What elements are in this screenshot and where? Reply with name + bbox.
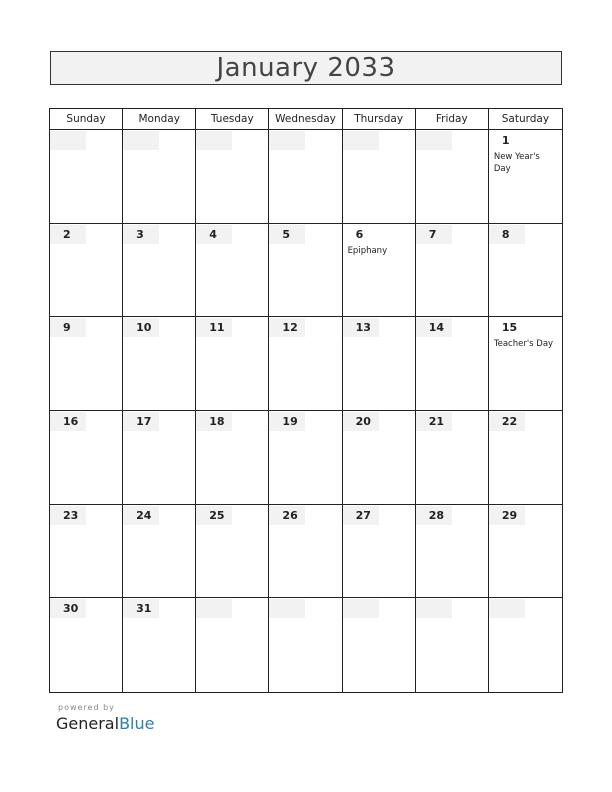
day-cell[interactable] [50,598,123,692]
date-number: 9 [50,318,86,337]
day-header-tuesday: Tuesday [196,109,269,130]
date-number: 25 [196,506,232,525]
day-cell[interactable] [416,224,489,318]
calendar-grid [49,108,563,693]
day-cell[interactable] [50,411,123,505]
date-number: 4 [196,225,232,244]
generalblue-logo[interactable] [56,714,154,733]
day-cell[interactable] [196,130,269,224]
powered-by-text: powered by [58,703,115,712]
day-cell[interactable] [343,505,416,599]
day-cell[interactable] [416,505,489,599]
date-number: 10 [123,318,159,337]
empty-date-tab [269,131,305,150]
empty-date-tab [196,599,232,618]
date-number: 11 [196,318,232,337]
day-cell[interactable] [123,411,196,505]
day-cell[interactable] [343,130,416,224]
calendar-title: January 2033 [216,53,396,83]
date-number: 18 [196,412,232,431]
date-number: 16 [50,412,86,431]
day-cell[interactable] [343,598,416,692]
day-cell[interactable] [269,130,342,224]
day-cell[interactable] [269,598,342,692]
day-header-wednesday: Wednesday [269,109,342,130]
day-cell[interactable] [123,317,196,411]
day-header-monday: Monday [123,109,196,130]
day-cell[interactable] [416,598,489,692]
holiday-label: Epiphany [347,245,388,256]
date-number: 7 [416,225,452,244]
date-number: 12 [269,318,305,337]
empty-date-tab [489,599,525,618]
day-cell[interactable] [343,411,416,505]
date-number: 13 [343,318,379,337]
day-cell[interactable] [416,317,489,411]
empty-date-tab [416,599,452,618]
day-cell[interactable] [50,224,123,318]
empty-date-tab [196,131,232,150]
footer-brand [56,703,154,733]
date-number: 23 [50,506,86,525]
day-cell[interactable] [416,130,489,224]
day-header-sunday: Sunday [50,109,123,130]
day-cell[interactable] [50,317,123,411]
date-number: 6 [343,225,379,244]
date-number: 24 [123,506,159,525]
day-cell[interactable] [489,224,562,318]
date-number: 21 [416,412,452,431]
day-cell[interactable] [269,505,342,599]
day-header-thursday: Thursday [343,109,416,130]
day-cell[interactable] [269,224,342,318]
day-cell[interactable] [50,130,123,224]
date-number: 28 [416,506,452,525]
day-cell[interactable] [489,411,562,505]
day-header-saturday: Saturday [489,109,562,130]
empty-date-tab [50,131,86,150]
date-number: 19 [269,412,305,431]
day-cell[interactable] [50,505,123,599]
date-number: 29 [489,506,525,525]
day-cell[interactable] [123,224,196,318]
day-cell[interactable] [489,505,562,599]
empty-date-tab [269,599,305,618]
day-cell[interactable] [123,598,196,692]
date-number: 14 [416,318,452,337]
day-cell[interactable] [269,411,342,505]
day-cell[interactable] [123,505,196,599]
date-number: 20 [343,412,379,431]
date-number: 1 [489,131,525,150]
date-number: 30 [50,599,86,618]
date-number: 17 [123,412,159,431]
date-number: 15 [489,318,525,337]
day-cell[interactable] [196,224,269,318]
day-cell[interactable] [343,224,416,318]
empty-date-tab [343,131,379,150]
day-cell[interactable] [489,317,562,411]
holiday-label: New Year's Day [493,152,540,174]
date-number: 31 [123,599,159,618]
date-number: 27 [343,506,379,525]
day-cell[interactable] [343,317,416,411]
date-number: 22 [489,412,525,431]
day-cell[interactable] [196,598,269,692]
day-header-friday: Friday [416,109,489,130]
day-cell[interactable] [416,411,489,505]
brand-general-text: General [56,714,120,733]
brand-blue-text: Blue [119,714,155,733]
day-cell[interactable] [489,130,562,224]
date-number: 2 [50,225,86,244]
empty-date-tab [416,131,452,150]
holiday-label: Teacher's Day [493,339,554,350]
day-cell[interactable] [489,598,562,692]
empty-date-tab [343,599,379,618]
day-cell[interactable] [196,505,269,599]
day-cell[interactable] [196,317,269,411]
day-cell[interactable] [123,130,196,224]
date-number: 8 [489,225,525,244]
day-cell[interactable] [269,317,342,411]
calendar-title-box [50,51,562,85]
date-number: 26 [269,506,305,525]
date-number: 3 [123,225,159,244]
day-cell[interactable] [196,411,269,505]
empty-date-tab [123,131,159,150]
date-number: 5 [269,225,305,244]
